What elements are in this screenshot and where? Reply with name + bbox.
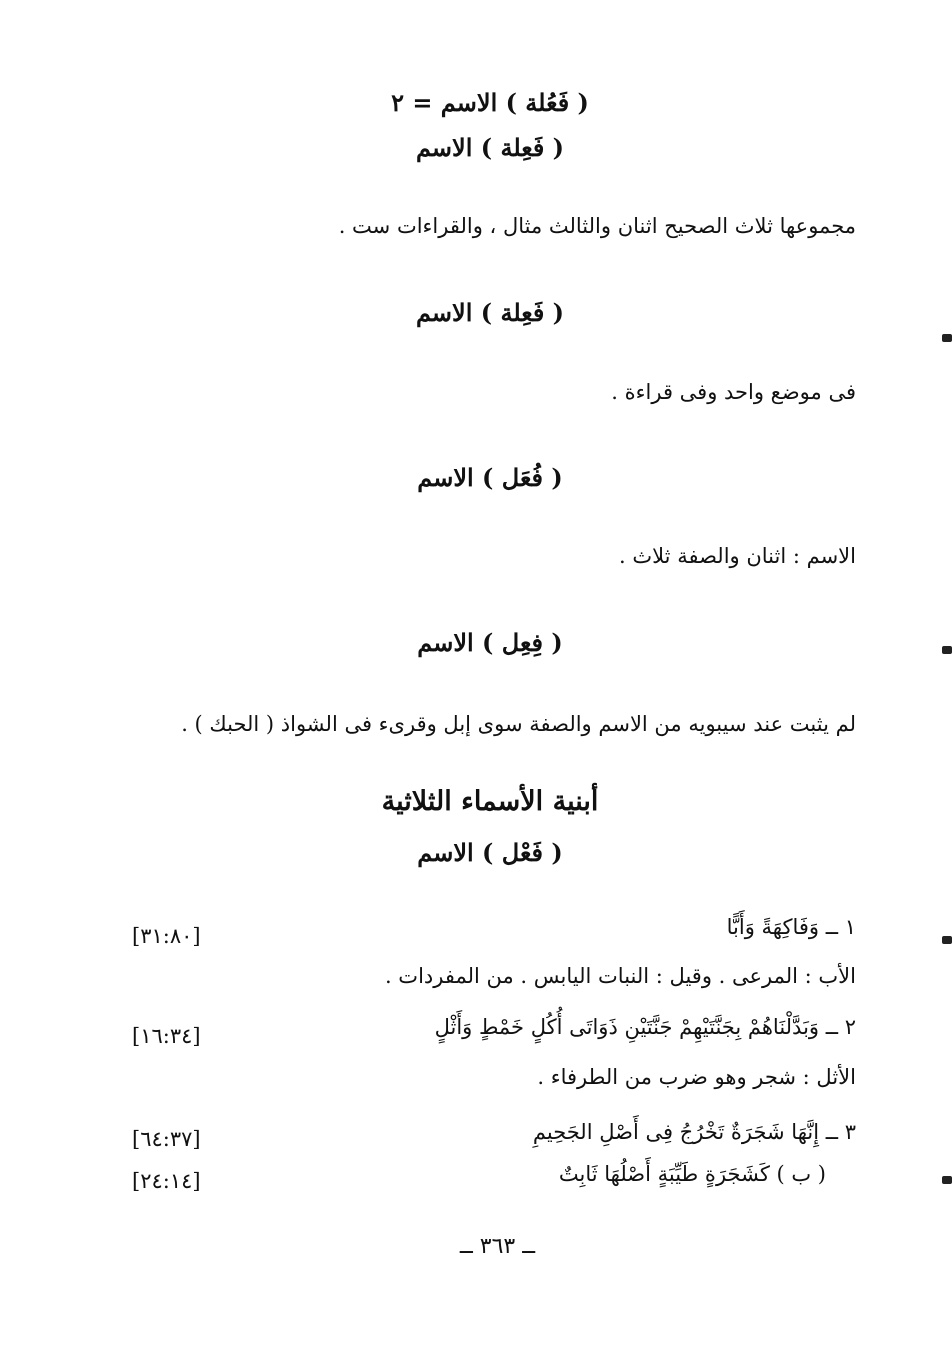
chapter-title: أبنية الأسماء الثلاثية — [381, 786, 599, 817]
verse-reference: [٦٤:٣٧] — [132, 1127, 201, 1151]
scan-edge-mark — [942, 1176, 952, 1184]
scan-edge-mark — [942, 334, 952, 342]
pattern-heading-faila: ( فَعِلة ) الاسم — [415, 133, 565, 162]
gloss-line: الأب : المرعى . وقيل : النبات اليابس . من المفردات . — [384, 964, 856, 988]
paragraph-faila-count: مجموعها ثلاث الصحيح اثنان والثالث مثال ، والقراءات ست . — [338, 214, 856, 238]
pattern-heading-fuala: ( فَعُلة ) الاسم = ٢ — [391, 88, 589, 117]
paragraph-faila-note: فى موضع واحد وفى قراءة . — [611, 380, 856, 404]
paragraph-fual-note: الاسم : اثنان والصفة ثلاث . — [619, 544, 856, 568]
verse-reference: [٢٤:١٤] — [132, 1169, 201, 1193]
pattern-heading-fual: ( فُعَل ) الاسم — [417, 463, 563, 492]
pattern-heading-fiil: ( فِعِل ) الاسم — [417, 628, 563, 657]
scan-edge-mark — [942, 936, 952, 944]
chapter-subtitle: ( فَعْل ) الاسم — [417, 838, 563, 867]
verse-line: ١ ــ وَفَاكِهَةً وَأَبًّا — [726, 915, 856, 939]
verse-line: ٢ ــ وَبَدَّلْنَاهُمْ بِجَنَّتَيْهِمْ جَنَّتَيْنِ ذَوَاتَى أُكُلٍ خَمْطٍ وَأَثْلٍ — [434, 1015, 856, 1039]
gloss-line: الأثل : شجر وهو ضرب من الطرفاء . — [537, 1065, 856, 1089]
scan-edge-mark — [942, 646, 952, 654]
pattern-heading-faila-2: ( فَعِلة ) الاسم — [415, 298, 565, 327]
page-number: ــ ٣٦٣ ــ — [459, 1234, 536, 1259]
verse-line: ( ب ) كَشَجَرَةٍ طَيِّبَةٍ أَصْلُهَا ثَابِتٌ — [558, 1162, 826, 1186]
paragraph-fiil-note: لم يثبت عند سيبويه من الاسم والصفة سوى إبل وقرىء فى الشواذ ( الحبك ) . — [181, 712, 856, 736]
verse-reference: [٣١:٨٠] — [132, 924, 201, 948]
verse-reference: [١٦:٣٤] — [132, 1024, 201, 1048]
verse-line: ٣ ــ إِنَّهَا شَجَرَةٌ تَخْرُجُ فِى أَصْلِ الجَحِيمِ — [532, 1120, 856, 1144]
